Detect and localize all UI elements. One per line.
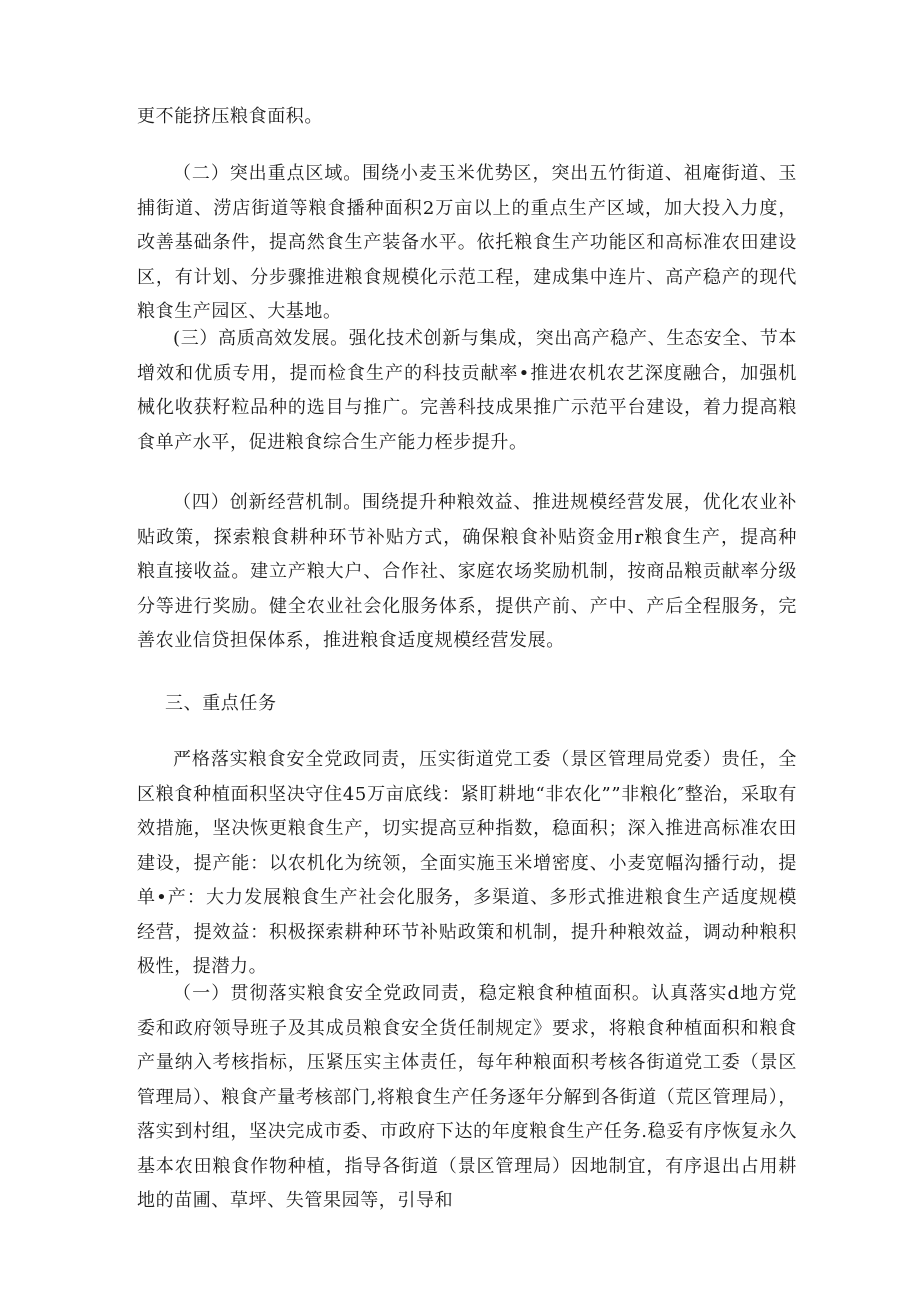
paragraph-key-tasks-summary: 严格落实粮食安全党政同责，压实街道党工委（景区管理局党委）贵任，全区粮食种植面积坚决守住45万亩底线：紧盯耕地“非农化””非粮化″整治，采取有效措施，坚决恢更粮食生产，切实提高豆种指数，稳面积；深入推进高标准农田建设，提产能：以农机化为统领，全面实施玉米增密度、小麦宽幅沟播行动，提单•产：大力发展粮食生产社会化服务，多渠道、多形式推进粮食生产适度规模经营，提效益：积极探索耕种环节补贴政策和机制，提升种粮效益，调动种粮积极性，提潜力。: [137, 749, 797, 977]
paragraph-key-regions: （二）突出重点区域。围绕小麦玉米优势区，突出五竹街道、祖庵街道、玉捕街道、涝店街道等粮食播种面积2万亩以上的重点生产区域，加大投入力度，改善基础条件，提高然食生产装备水平。依托粮食生产功能区和高标准农田建设区，有计划、分步骤推进粮食规模化示范工程，建成集中连片、高产稳产的现代粮食生产园区、大基地。: [137, 163, 797, 322]
paragraph-continuation: 更不能挤压粮食面积。: [137, 106, 323, 127]
paragraph-innovative-mechanisms: （四）创新经营机制。围绕提升种粮效益、推进规模经营发展，优化农业补贴政策，探索粮食耕种环节补贴方式，确保粮食补贴资金用r粮食生产，提高种粮直接收益。建立产粮大户、合作社、家庭农场奖励机制，按商品粮贡献率分级分等进行奖励。健全农业社会化服务体系，提供产前、产中、产后全程服务，完善农业信贷担保体系，推进粮食适度规模经营发展。: [137, 492, 797, 651]
section-heading-key-tasks: 三、重点任务: [165, 693, 277, 714]
paragraph-implement-responsibility: （一）贯彻落实粮食安全党政同责，稳定粮食种植面积。认真落实d地方党委和政府领导班子及其成员粮食安全货任制规定》要求，将粮食种植面积和粮食产量纳入考核指标，压紧压实主体责任，每年种粮面积考核各街道党工委（景区管理局）、粮食产量考核部门,将粮食生产任务逐年分解到各街道（荒区管理局），落实到村组，坚决完成市委、市政府下达的年度粮食生产任务.稳妥有序恢复永久基本农田粮食作物种植，指导各街道（景区管理局）因地制宜，有序退出占用耕地的苗圃、草坪、失管果园等，引导和: [137, 983, 797, 1211]
paragraph-high-quality-development: (三）高质高效发展。强化技术创新与集成，突出高产稳产、生态安全、节本增效和优质专用，提而检食生产的科技贡献率•推进农机农艺深度融合，加强机械化收获籽粒品种的选目与推广。完善科技成果推广示范平台建设，着力提高粮食单产水平，促进粮食综合生产能力桎步提升。: [137, 328, 797, 453]
